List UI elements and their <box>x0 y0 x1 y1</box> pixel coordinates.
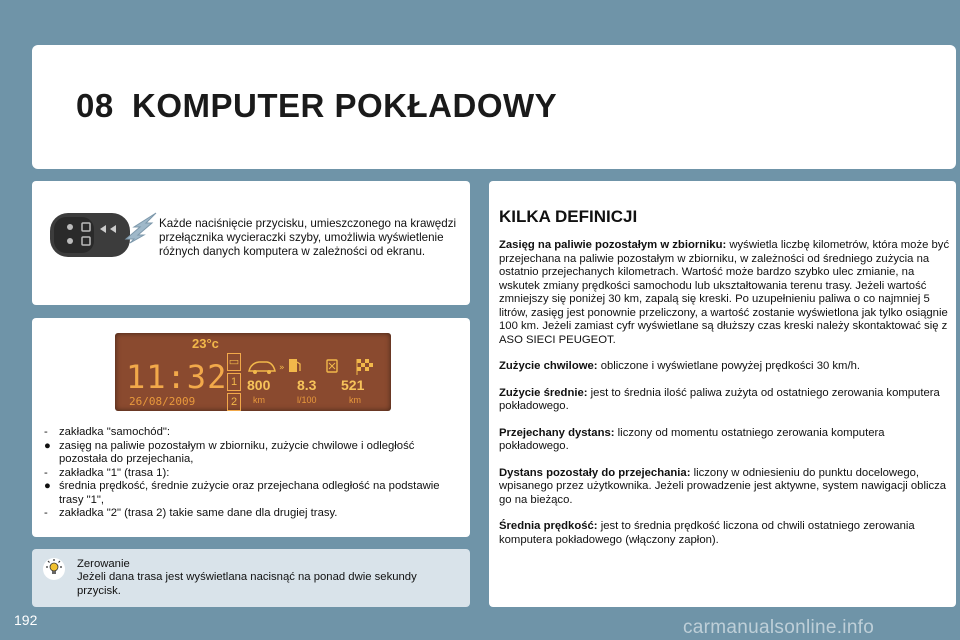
lightbulb-icon <box>42 557 66 581</box>
definitions-panel <box>489 181 956 607</box>
definition-item: Zużycie chwilowe: obliczone i wyświetlane powyżej prędkości 30 km/h. <box>499 360 861 372</box>
definition-item: Średnia prędkość: jest to średnia prędkość liczona od chwili ostatniego zerowania komputera pokładowego (włączony zapłon). <box>499 520 915 546</box>
list-item: - zakładka "samochód": <box>44 426 171 438</box>
watermark: carmanualsonline.info <box>683 617 875 638</box>
range-value: 800 <box>247 377 271 393</box>
display-icons <box>247 355 377 377</box>
reset-text: Jeżeli dana trasa jest wyświetlana nacisnąć na ponad dwie sekundy przycisk. <box>77 571 417 597</box>
list-item: - zakładka "2" (trasa 2) takie same dane dla drugiej trasy. <box>44 507 338 519</box>
display-date: 26/08/2009 <box>129 395 196 408</box>
page-title: KOMPUTER POKŁADOWY <box>132 87 558 124</box>
stalk-panel <box>32 181 470 305</box>
definition-item: Zasięg na paliwie pozostałym w zbiorniku: wyświetla liczbę kilometrów, która może być przejechana na paliwie pozostałym w zbiorniku, w zależności od średniego zużycia na ostatnio przejechanych kilometrach. Wartość może bardzo szybko ulec zmianie, na wskutek zmiany prędkości samochodu lub ukształtowania terenu trasy. Jeżeli wartość zmniejszy się poniżej 30 km, zapalą się kreski. Po uzupełnieniu paliwa o co najmniej 5 litrów, zasięg jest ponownie przeliczony, a wartość zostanie wyświetlona jak tylko osiągnie 100 km. Jeżeli zamiast cyfr wyświetlane są dłuższy czas kreski należy skontaktować się z ASO SIECI PEUGEOT. <box>499 239 950 346</box>
stalk-description: Każde naciśnięcie przycisku, umieszczonego na krawędzi przełącznika wycieraczki szyby, umożliwia wyświetlenie różnych danych komputera w zależności od ekranu. <box>159 217 457 258</box>
display-tab-vehicle-icon: ▭ <box>227 353 241 371</box>
chapter-number: 08 <box>76 87 114 124</box>
range-unit: km <box>253 395 265 405</box>
checkered-flag-icon <box>357 359 373 375</box>
definitions-body <box>499 239 951 560</box>
definition-item: Zużycie średnie: jest to średnia ilość paliwa zużyta od ostatniego zerowania komputera pokładowego. <box>499 386 940 412</box>
definition-item: Przejechany dystans: liczony od momentu ostatniego zerowania komputera pokładowego. <box>499 426 885 452</box>
consumption-value: 8.3 <box>297 377 317 393</box>
header-panel <box>32 45 956 169</box>
display-time: 11:32 <box>126 358 228 396</box>
display-tabs <box>227 353 241 409</box>
display-tab-1: 1 <box>227 373 241 391</box>
multifunction-display <box>115 333 391 411</box>
svg-text:»: » <box>279 363 285 373</box>
display-temperature: 23°c <box>192 336 219 351</box>
display-tab-2: 2 <box>227 393 241 411</box>
wiper-stalk-arrow-icon <box>48 205 158 267</box>
definitions-title: KILKA DEFINICJI <box>499 207 638 226</box>
definition-item: Dystans pozostały do przejechania: liczony w odniesieniu do punktu docelowego, wpisanego przez użytkownika. Jeżeli prowadzenie jest aktywne, system nawigacji oblicza go na bieżąco. <box>499 466 947 506</box>
list-item: ● zasięg na paliwie pozostałym w zbiorniku, zużycie chwilowe i odległość pozostała do przejechania, <box>44 439 415 465</box>
info-list <box>44 426 464 521</box>
reset-title: Zerowanie <box>77 558 130 570</box>
distance-value: 521 <box>341 377 365 393</box>
car-icon <box>249 362 275 374</box>
list-item: - zakładka "1" (trasa 1): <box>44 466 170 479</box>
fuel-pump-icon <box>289 359 300 372</box>
consumption-unit: l/100 <box>297 395 317 405</box>
reset-panel <box>32 549 470 607</box>
list-item: ● średnia prędkość, średnie zużycie oraz przejechana odległość na podstawie trasy "1", <box>44 480 440 506</box>
fuel-can-icon <box>327 360 337 372</box>
page-number: 192 <box>14 612 38 628</box>
distance-unit: km <box>349 395 361 405</box>
display-panel <box>32 318 470 537</box>
